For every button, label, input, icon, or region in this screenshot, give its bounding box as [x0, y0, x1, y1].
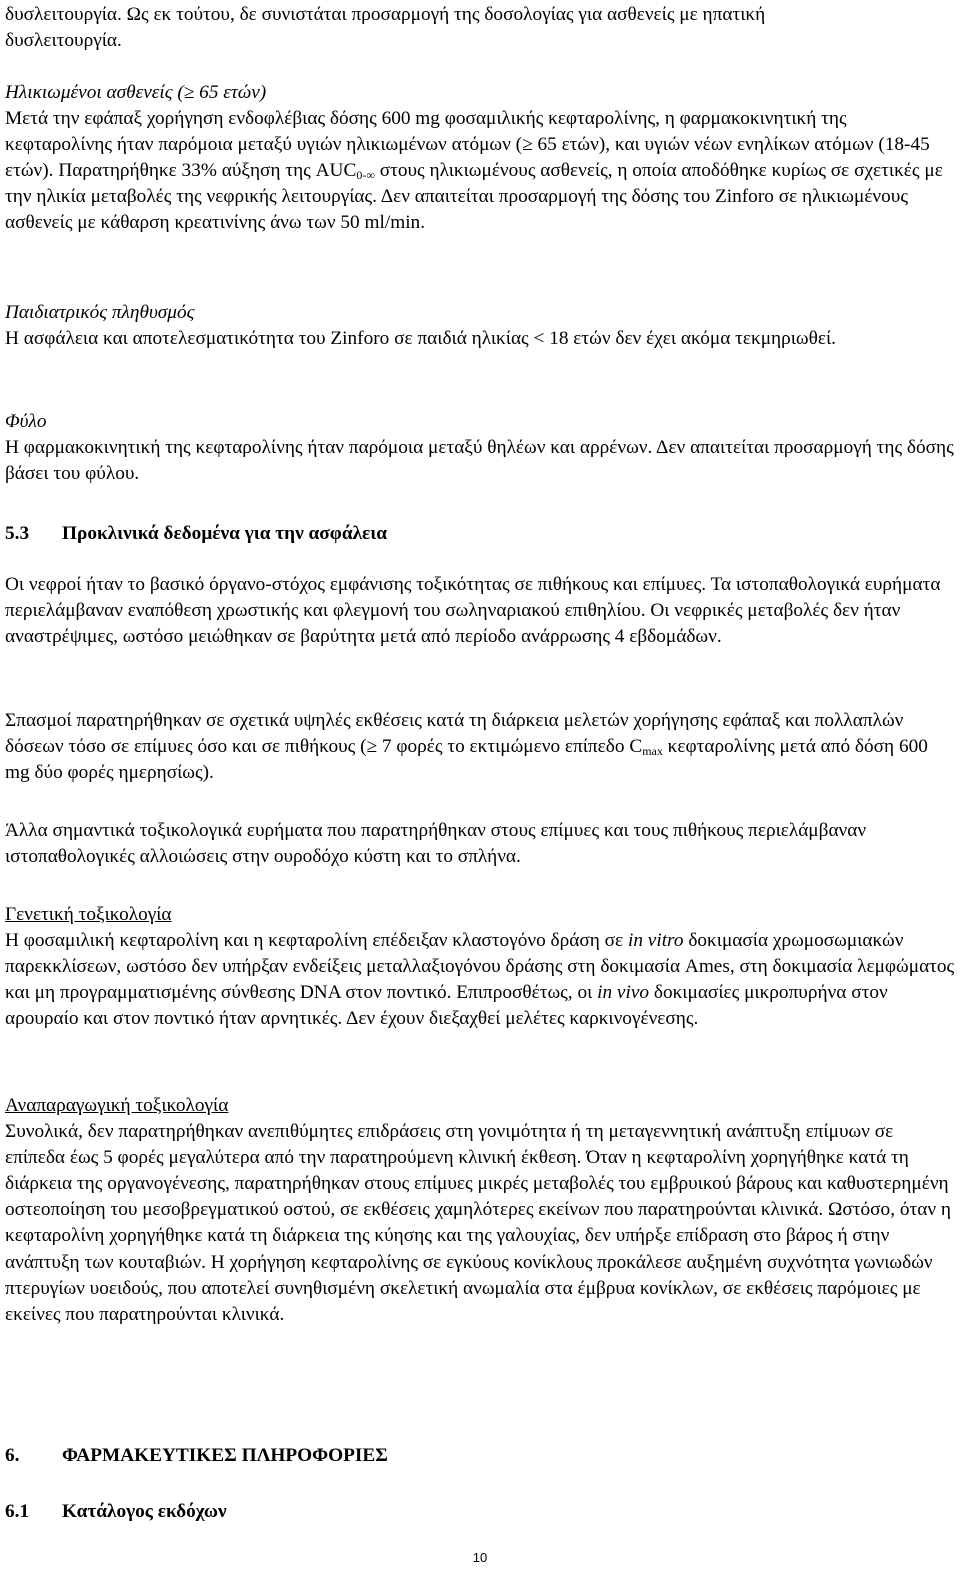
in-vivo-term: in vivo — [597, 982, 650, 1004]
genetic-text-b: δοκιμασία χρωμοσωμιακών παρεκκλίσεων, ωστόσο δεν υπήρξαν ενδείξεις μεταλλαξιογόνου δράσης στη δοκιμασία Ames, στη δοκιμασία λεμφώματος και μη προγραμματισμένης σύνθεσης DNA στον ποντικό. Επιπροσθέτως, οι — [5, 930, 955, 1004]
section-6-1-number: 6.1 — [5, 1501, 30, 1522]
sex-text: Η φαρμακοκινητική της κεφταρολίνης ήταν παρόμοια μεταξύ θηλέων και αρρένων. Δεν απαιτείται προσαρμογή της δόσης βάσει του φύλου. — [5, 437, 954, 485]
elderly-text-b: στους ηλικιωμένους ασθενείς, η οποία αποδόθηκε κυρίως σε σχετικές με την ηλικία μεταβολές της νεφρικής λειτουργίας. Δεν απαιτείται προσαρμογή της δόσης του Zinforo σε ηλικιωμένους ασθενείς με κάθαρση κρεατινίνης άνω των 50 ml/min. — [5, 160, 943, 234]
section-5-3-heading — [5, 521, 387, 547]
section-5-3-number: 5.3 — [5, 523, 30, 544]
preclinical-text-2a: Σπασμοί παρατηρήθηκαν σε σχετικά υψηλές εκθέσεις κατά τη διάρκεια μελετών χορήγησης εφάπαξ και πολλαπλών δόσεων τόσο σε επίμυες όσο και σε πιθήκους (≥ 7 φορές το εκτιμώμενο επίπεδο C — [5, 710, 904, 758]
section-5-3-title: Προκλινικά δεδομένα για την ασφάλεια — [62, 523, 388, 544]
preclinical-text-2b: κεφταρολίνης μετά από δόση 600 mg δύο φορές ημερησίως). — [5, 736, 928, 784]
preclinical-paragraph-1 — [5, 572, 955, 650]
sex-section — [5, 409, 955, 487]
section-6-number: 6. — [5, 1445, 20, 1466]
preclinical-paragraph-2 — [5, 708, 955, 786]
intro-line-2: δυσλειτουργία. — [5, 30, 122, 52]
pediatric-title: Παιδιατρικός πληθυσμός — [5, 302, 195, 323]
elderly-text-a: Μετά την εφάπαξ χορήγηση ενδοφλέβιας δόσης 600 mg φοσαμιλικής κεφταρολίνης, η φαρμακοκινητική της κεφταρολίνης ήταν παρόμοια μεταξύ υγιών ηλικιωμένων ατόμων (≥ 65 ετών), και υγιών νέων ενηλίκων ατόμων (18-45 ετών). Παρατηρήθηκε 33% αύξηση της AUC — [5, 108, 930, 182]
genetic-text-c: δοκιμασίες μικροπυρήνα στον αρουραίο και στον ποντικό ήταν αρνητικές. Δεν έχουν διεξαχθεί μελέτες καρκινογένεσης. — [5, 982, 888, 1030]
cmax-subscript: max — [642, 744, 663, 759]
sex-title: Φύλο — [5, 411, 47, 432]
preclinical-text-1: Οι νεφροί ήταν το βασικό όργανο-στόχος εμφάνισης τοξικότητας σε πιθήκους και επίμυες. Τα ιστοπαθολογικά ευρήματα περιελάμβαναν εναπόθεση χρωστικής και φλεγμονή του σωληναριακού επιθηλίου. Οι νεφρικές μεταβολές δεν ήταν αναστρέψιμες, ωστόσο μειώθηκαν σε βαρύτητα μετά από περίοδο ανάρρωσης 4 εβδομάδων. — [5, 574, 941, 648]
elderly-title: Ηλικιωμένοι ασθενείς (≥ 65 ετών) — [5, 82, 267, 103]
preclinical-text-2 — [5, 708, 955, 786]
auc-subscript: 0-∞ — [356, 168, 375, 183]
section-6-heading — [5, 1443, 388, 1469]
genetic-section — [5, 902, 955, 1032]
section-6-title: ΦΑΡΜΑΚΕΥΤΙΚΕΣ ΠΛΗΡΟΦΟΡΙΕΣ — [62, 1445, 388, 1466]
pediatric-section — [5, 300, 955, 352]
in-vitro-term: in vitro — [627, 930, 684, 952]
reproductive-title: Αναπαραγωγική τοξικολογία — [5, 1095, 229, 1116]
preclinical-paragraph-3 — [5, 818, 955, 870]
genetic-title: Γενετική τοξικολογία — [5, 904, 172, 925]
preclinical-text-3: Άλλα σημαντικά τοξικολογικά ευρήματα που παρατηρήθηκαν στους επίμυες και τους πιθήκους περιελάμβαναν ιστοπαθολογικές αλλοιώσεις στην ουροδόχο κύστη και το σπλήνα. — [5, 820, 867, 868]
reproductive-section — [5, 1093, 955, 1328]
intro-line-1: δυσλειτουργία. Ως εκ τούτου, δε συνιστάται προσαρμογή της δοσολογίας για ασθενείς με ηπατική — [5, 4, 766, 25]
elderly-section — [5, 80, 955, 237]
section-6-1-heading — [5, 1499, 227, 1525]
intro-paragraph — [5, 2, 955, 54]
section-6-1-title: Κατάλογος εκδόχων — [62, 1501, 227, 1522]
genetic-text — [5, 928, 955, 1032]
reproductive-text: Συνολικά, δεν παρατηρήθηκαν ανεπιθύμητες επιδράσεις στη γονιμότητα ή τη μεταγεννητική ανάπτυξη επίμυων σε επίπεδα έως 5 φορές μεγαλύτερα από την παρατηρούμενη κλινική έκθεση. Όταν η κεφταρολίνη χορηγήθηκε κατά τη διάρκεια της οργανογένεσης, παρατηρήθηκαν στους επίμυες μικρές μεταβολές του εμβρυικού βάρους και καθυστερημένη οστεοποίηση του μεσοβρεγματικού οστού, σε εκθέσεις χαμηλότερες εκείνων που παρατηρούνται κλινικά. Ωστόσο, όταν η κεφταρολίνη χορηγήθηκε κατά τη διάρκεια της κύησης και της γαλουχίας, δεν υπήρξε επίδραση στο βάρος ή στην ανάπτυξη των κουταβιών. Η χορήγηση κεφταρολίνης σε εγκύους κονίκλους προκάλεσε αυξημένη συχνότητα γωνιωδών πτερυγίων υοειδούς, που αποτελεί συνηθισμένη σκελετική ανωμαλία στα έμβρυα κονίκλων, σε εκθέσεις παρόμοιες με εκείνες που παρατηρούνται κλινικά. — [5, 1121, 951, 1325]
page-number: 10 — [472, 1550, 488, 1565]
elderly-text — [5, 106, 955, 236]
genetic-text-a: Η φοσαμιλική κεφταρολίνη και η κεφταρολίνη επέδειξαν κλαστογόνο δράση σε — [5, 930, 628, 952]
pediatric-text: Η ασφάλεια και αποτελεσματικότητα του Zinforo σε παιδιά ηλικίας < 18 ετών δεν έχει ακόμα τεκμηριωθεί. — [5, 328, 836, 350]
